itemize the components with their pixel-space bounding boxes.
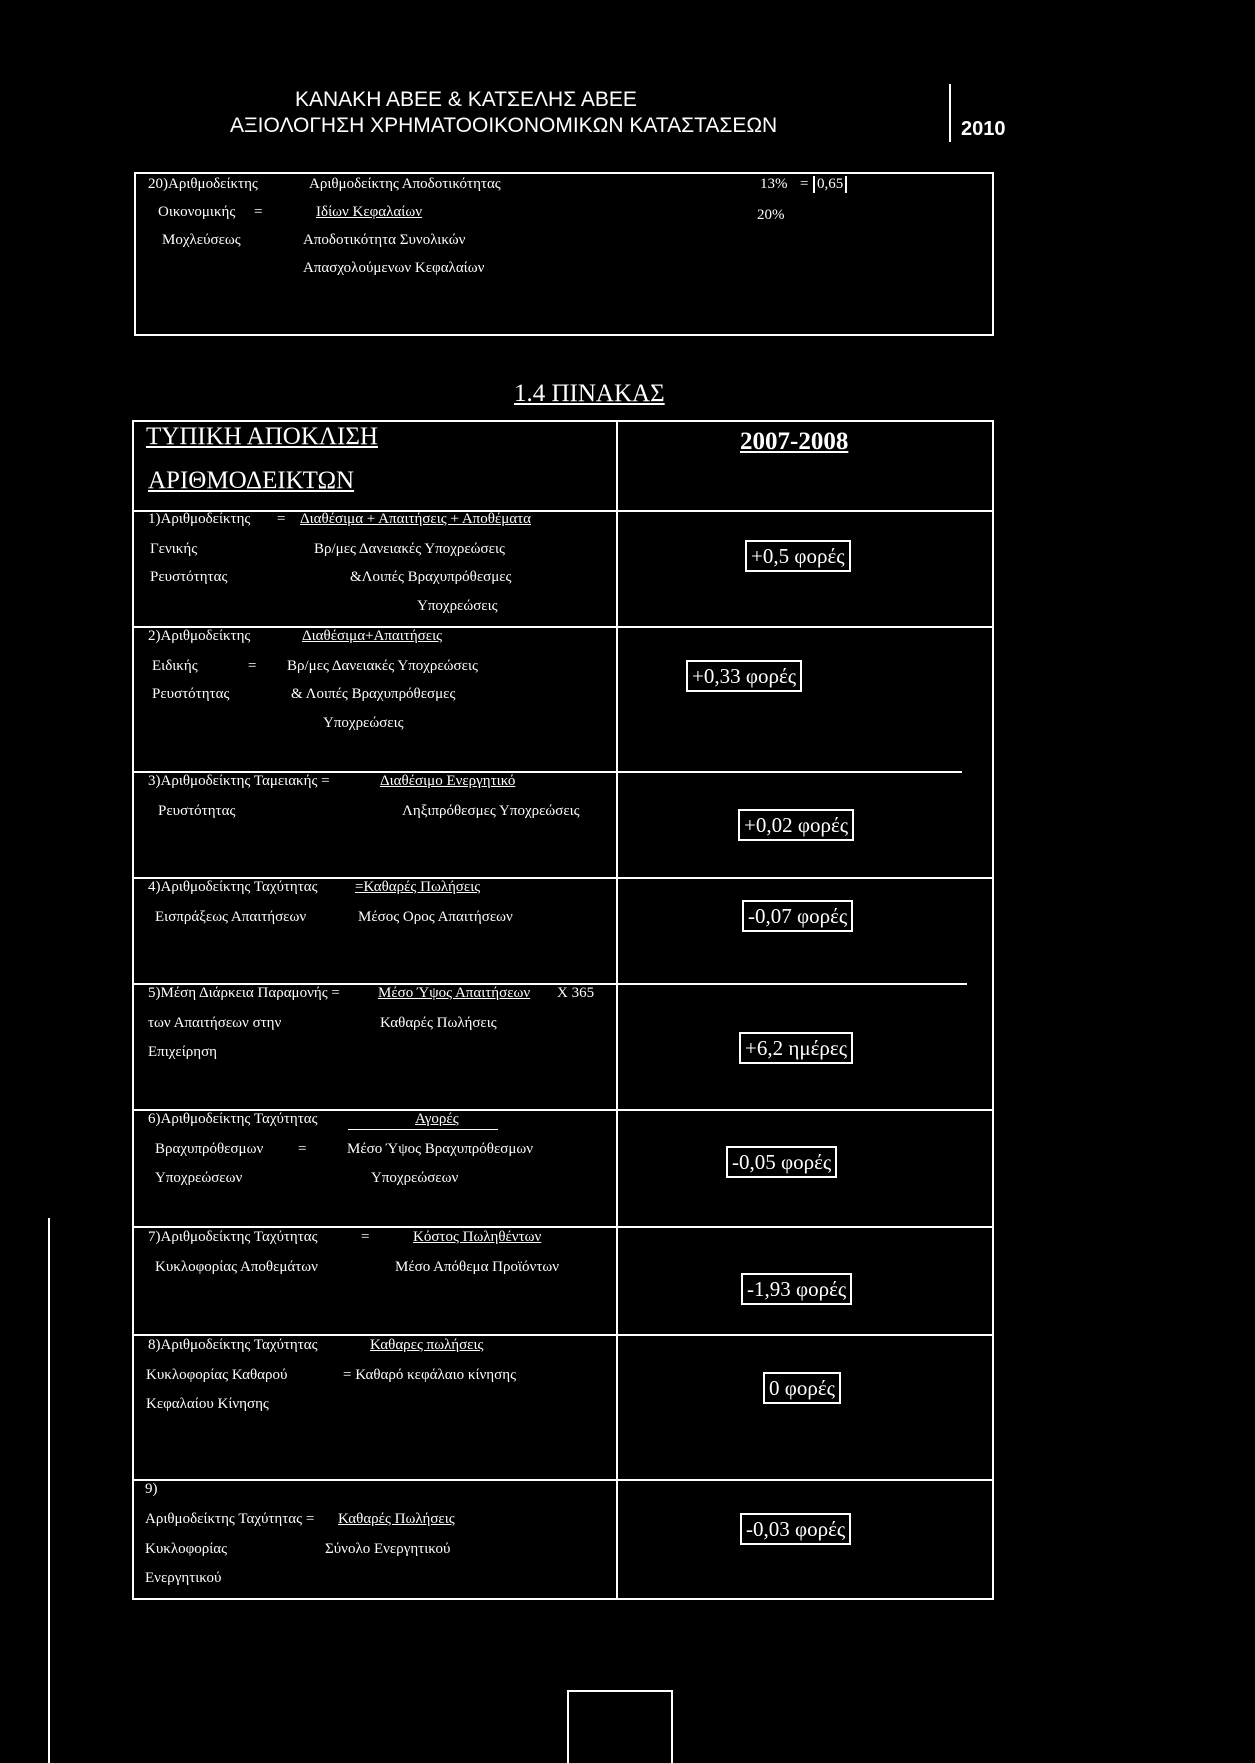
r7-numerator: Κόστος Πωληθέντων <box>413 1229 542 1245</box>
r9-denominator: Σύνολο Ενεργητικού <box>325 1541 451 1557</box>
r1-label-b: Γενικής <box>150 541 198 557</box>
r4-denominator: Μέσος Ορος Απαιτήσεων <box>358 909 513 925</box>
r8-numerator: Καθαρες πωλήσεις <box>370 1337 484 1353</box>
page-subtitle: ΑΞΙΟΛΟΓΗΣΗ ΧΡΗΜΑΤΟΟΙΚΟΝΟΜΙΚΩΝ ΚΑΤΑΣΤΑΣΕΩΝ <box>230 114 778 137</box>
r4-label-a: 4)Αριθμοδείκτης Ταχύτητας <box>148 879 318 895</box>
r6-numerator-line <box>348 1129 498 1130</box>
leverage-label-3: Μοχλεύσεως <box>162 232 241 248</box>
r5-label-a: 5)Μέση Διάρκεια Παραμονής = <box>148 985 340 1001</box>
r9-value: -0,03 φορές <box>740 1513 851 1545</box>
leverage-equals-2: = <box>800 176 809 192</box>
r2-denominator-1: Βρ/μες Δανειακές Υποχρεώσεις <box>287 658 478 674</box>
leverage-formula-2: Ιδίων Κεφαλαίων <box>316 204 422 220</box>
r6-label-b: Βραχυπρόθεσμων <box>155 1141 264 1157</box>
r6-numerator: Αγορές <box>415 1111 459 1127</box>
left-margin-line <box>48 1218 50 1763</box>
r5-multiplier: X 365 <box>557 985 595 1001</box>
r8-label-a: 8)Αριθμοδείκτης Ταχύτητας <box>148 1337 318 1353</box>
r8-label-c: Κεφαλαίου Κίνησης <box>146 1396 269 1412</box>
leverage-denominator: 20% <box>757 207 785 223</box>
leverage-formula-3: Αποδοτικότητα Συνολικών <box>303 232 466 248</box>
r1-label-a: 1)Αριθμοδείκτης <box>148 511 251 527</box>
bottom-bracket-top <box>567 1690 673 1692</box>
r3-value: +0,02 φορές <box>738 809 854 841</box>
r7-equals: = <box>361 1229 370 1245</box>
r1-numerator: Διαθέσιμα + Απαιτήσεις + Αποθέματα <box>300 511 532 527</box>
r1-divider <box>132 626 992 628</box>
r4-label-b: Εισπράξεως Απαιτήσεων <box>155 909 307 925</box>
r2-label-a: 2)Αριθμοδείκτης <box>148 628 251 644</box>
r4-value: -0,07 φορές <box>742 900 853 932</box>
r9-label-index: 9) <box>145 1481 158 1497</box>
table-head-left-2: ΑΡΙΘΜΟΔΕΙΚΤΩΝ <box>148 467 355 494</box>
r1-label-c: Ρευστότητας <box>150 569 228 585</box>
r5-label-b: των Απαιτήσεων στην <box>148 1015 282 1031</box>
r3-denominator: Ληξιπρόθεσμες Υποχρεώσεις <box>402 803 580 819</box>
r2-label-c: Ρευστότητας <box>152 686 230 702</box>
table-head-right: 2007-2008 <box>740 428 849 455</box>
leverage-numerator: 13% <box>760 176 788 192</box>
r6-label-a: 6)Αριθμοδείκτης Ταχύτητας <box>148 1111 318 1127</box>
r7-label-a: 7)Αριθμοδείκτης Ταχύτητας <box>148 1229 318 1245</box>
r7-divider <box>132 1334 992 1336</box>
leverage-label-2: Οικονομικής <box>158 204 236 220</box>
leverage-formula-4: Απασχολούμενων Κεφαλαίων <box>303 260 485 276</box>
r9-label-c: Ενεργητικού <box>145 1570 222 1586</box>
r2-equals: = <box>248 658 257 674</box>
r3-label-b: Ρευστότητας <box>158 803 236 819</box>
r8-label-b: Κυκλοφορίας Καθαρού <box>146 1367 288 1383</box>
r6-denominator-1: Μέσο Ύψος Βραχυπρόθεσμων <box>347 1141 534 1157</box>
r3-numerator: Διαθέσιμο Ενεργητικό <box>380 773 516 789</box>
column-divider <box>616 420 618 1598</box>
r5-denominator: Καθαρές Πωλήσεις <box>380 1015 497 1031</box>
leverage-result: 0,65 <box>813 176 847 193</box>
r6-divider <box>132 1226 992 1228</box>
ratios-table <box>132 420 994 1600</box>
r8-denominator: = Καθαρό κεφάλαιο κίνησης <box>343 1367 517 1383</box>
r1-value: +0,5 φορές <box>745 540 851 572</box>
r2-numerator: Διαθέσιμα+Απαιτήσεις <box>302 628 443 644</box>
r8-value: 0 φορές <box>763 1372 841 1404</box>
r2-denominator-3: Υποχρεώσεις <box>323 715 404 731</box>
r9-numerator: Καθαρές Πωλήσεις <box>338 1511 455 1527</box>
header-year: 2010 <box>961 118 1006 140</box>
r1-denominator-3: Υποχρεώσεις <box>417 598 498 614</box>
r8-divider <box>132 1479 992 1481</box>
r7-value: -1,93 φορές <box>741 1273 852 1305</box>
r6-label-c: Υποχρεώσεων <box>155 1170 243 1186</box>
r1-denominator-2: &Λοιπές Βραχυπρόθεσμες <box>350 569 512 585</box>
r2-label-b: Ειδικής <box>152 658 198 674</box>
leverage-formula-1: Αριθμοδείκτης Αποδοτικότητας <box>309 176 501 192</box>
leverage-label-1: 20)Αριθμοδείκτης <box>148 176 258 192</box>
header-row-divider <box>132 510 992 512</box>
r5-label-c: Επιχείρηση <box>148 1044 218 1060</box>
leverage-equals: = <box>254 204 263 220</box>
r6-denominator-2: Υποχρεώσεων <box>371 1170 459 1186</box>
table-title: 1.4 ΠΙΝΑΚΑΣ <box>514 380 665 407</box>
header-divider <box>949 84 951 142</box>
r3-label-a: 3)Αριθμοδείκτης Ταμειακής = <box>148 773 330 789</box>
r9-label-a: Αριθμοδείκτης Ταχύτητας = <box>145 1511 315 1527</box>
r6-value: -0,05 φορές <box>726 1146 837 1178</box>
r7-label-b: Κυκλοφορίας Αποθεμάτων <box>155 1259 318 1275</box>
bottom-bracket-right <box>671 1690 673 1763</box>
r1-equals: = <box>277 511 286 527</box>
company-title: ΚΑΝΑΚΗ ΑΒΕΕ & ΚΑΤΣΕΛΗΣ ΑΒΕΕ <box>295 88 637 111</box>
r7-denominator: Μέσο Απόθεμα Προϊόντων <box>395 1259 560 1275</box>
r2-value: +0,33 φορές <box>686 660 802 692</box>
table-head-left-1: ΤΥΠΙΚΗ ΑΠΟΚΛΙΣΗ <box>146 423 378 450</box>
r5-value: +6,2 ημέρες <box>739 1032 853 1064</box>
r4-numerator: =Καθαρές Πωλήσεις <box>355 879 481 895</box>
r5-numerator: Μέσο Ύψος Απαιτήσεων <box>378 985 531 1001</box>
r9-label-b: Κυκλοφορίας <box>145 1541 228 1557</box>
r6-equals: = <box>298 1141 307 1157</box>
r1-denominator-1: Βρ/μες Δανειακές Υποχρεώσεις <box>314 541 505 557</box>
bottom-bracket-left <box>567 1690 569 1763</box>
r2-denominator-2: & Λοιπές Βραχυπρόθεσμες <box>291 686 456 702</box>
leverage-box <box>134 172 994 336</box>
